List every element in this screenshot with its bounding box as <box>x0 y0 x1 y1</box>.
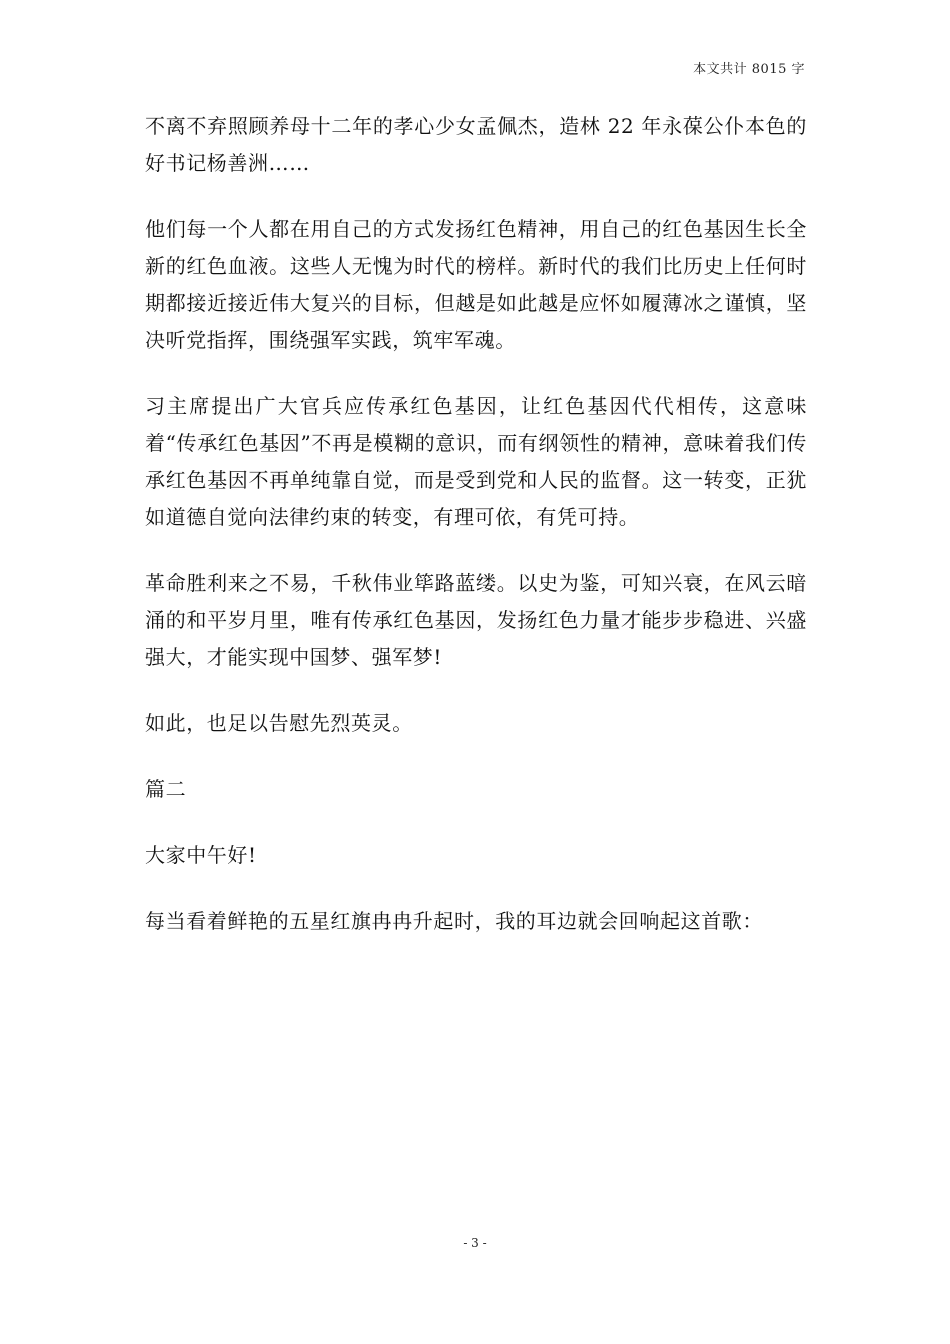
paragraph: 他们每一个人都在用自己的方式发扬红色精神，用自己的红色基因生长全新的红色血液。这些人无愧为时代的榜样。新时代的我们比历史上任何时期都接近接近伟大复兴的目标，但越是如此越是应怀如履薄冰之谨慎，坚决听党指挥，围绕强军实践，筑牢军魂。 <box>145 217 807 352</box>
paragraph: 如此，也足以告慰先烈英灵。 <box>145 711 413 735</box>
paragraph: 革命胜利来之不易，千秋伟业筚路蓝缕。以史为鉴，可知兴衰，在风云暗涌的和平岁月里，唯有传承红色基因，发扬红色力量才能步步稳进、兴盛强大，才能实现中国梦、强军梦! <box>145 571 807 669</box>
paragraph: 不离不弃照顾养母十二年的孝心少女孟佩杰，造林 22 年永葆公仆本色的好书记杨善洲…… <box>145 114 807 175</box>
greeting: 大家中午好! <box>145 843 257 867</box>
section-heading: 篇二 <box>145 777 187 801</box>
paragraph: 每当看着鲜艳的五星红旗冉冉升起时，我的耳边就会回响起这首歌： <box>145 909 763 933</box>
page-number: - 3 - <box>463 1236 487 1250</box>
paragraph: 习主席提出广大官兵应传承红色基因，让红色基因代代相传，这意味着“传承红色基因”不再是模糊的意识，而有纲领性的精神，意味着我们传承红色基因不再单纯靠自觉，而是受到党和人民的监督。这一转变，正犹如道德自觉向法律约束的转变，有理可依，有凭可持。 <box>145 394 807 529</box>
document-body <box>145 108 807 969</box>
word-count-note: 本文共计 8015 字 <box>693 62 805 77</box>
